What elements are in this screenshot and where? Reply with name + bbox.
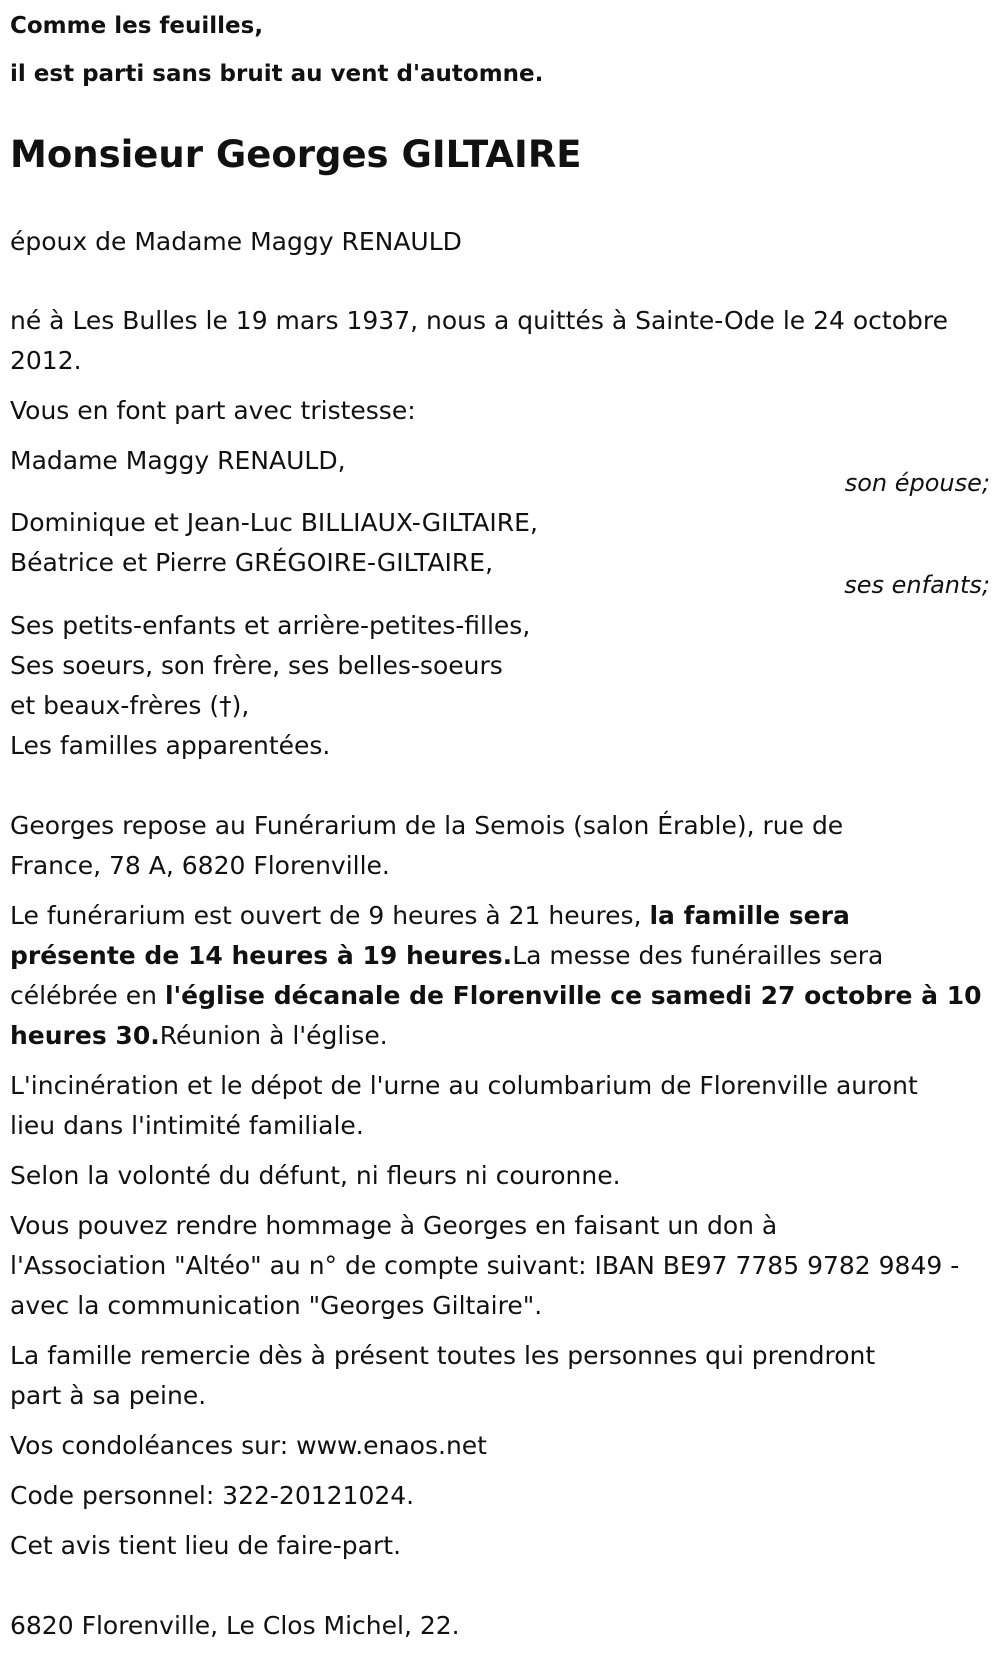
flowers-line: Selon la volonté du défunt, ni fleurs ni couronne. — [10, 1161, 621, 1190]
epigraph-line-2: il est parti sans bruit au vent d'automne. — [10, 61, 544, 87]
hours-text-f: l'église décanale de Florenville ce samedi 27 octobre à 10 — [164, 981, 982, 1010]
family-line-2: Ses soeurs, son frère, ses belles-soeurs — [10, 651, 503, 680]
donation-line-2: l'Association "Altéo" au n° de compte suivant: IBAN BE97 7785 9782 9849 - — [10, 1251, 960, 1280]
hours-text-h: Réunion à l'église. — [159, 1021, 388, 1050]
thanks-line-2: part à sa peine. — [10, 1381, 207, 1410]
hours-text-a: Le funérarium est ouvert de 9 heures à 21 heures, — [10, 901, 650, 930]
condolences-line: Vos condoléances sur: www.enaos.net — [10, 1431, 487, 1460]
birth-death-line-1: né à Les Bulles le 19 mars 1937, nous a quittés à Sainte-Ode le 24 octobre — [10, 306, 949, 335]
hours-text-g: heures 30. — [10, 1021, 160, 1050]
hours-line-2 — [10, 936, 990, 976]
personal-code-line: Code personnel: 322-20121024. — [10, 1481, 415, 1510]
epigraph-line-1: Comme les feuilles, — [10, 13, 264, 39]
deceased-name: Monsieur Georges GILTAIRE — [10, 133, 582, 176]
announcer-spouse: Madame Maggy RENAULD, — [10, 446, 346, 475]
spouse-line: époux de Madame Maggy RENAULD — [10, 227, 462, 256]
notice-line: Cet avis tient lieu de faire-part. — [10, 1531, 402, 1560]
family-line-1: Ses petits-enfants et arrière-petites-filles, — [10, 611, 531, 640]
cremation-line-2: lieu dans l'intimité familiale. — [10, 1111, 364, 1140]
cremation-line-1: L'incinération et le dépot de l'urne au columbarium de Florenville auront — [10, 1071, 918, 1100]
hours-text-c: présente de 14 heures à 19 heures. — [10, 941, 513, 970]
announcers-intro: Vous en font part avec tristesse: — [10, 396, 416, 425]
hours-text-b: la famille sera — [649, 901, 850, 930]
thanks-line-1: La famille remercie dès à présent toutes les personnes qui prendront — [10, 1341, 876, 1370]
family-line-4: Les familles apparentées. — [10, 731, 331, 760]
address-line: 6820 Florenville, Le Clos Michel, 22. — [10, 1611, 460, 1640]
spouse-label: son épouse; — [844, 469, 990, 497]
hours-text-d: La messe des funérailles sera — [512, 941, 884, 970]
children-label: ses enfants; — [844, 571, 990, 599]
birth-death-line-2: 2012. — [10, 346, 82, 375]
repose-line-2: France, 78 A, 6820 Florenville. — [10, 851, 390, 880]
hours-text-e: célébrée en — [10, 981, 165, 1010]
hours-line-3 — [10, 976, 990, 1016]
hours-line-1 — [10, 896, 990, 936]
repose-line-1: Georges repose au Funérarium de la Semois (salon Érable), rue de — [10, 811, 844, 840]
announcer-child-2: Béatrice et Pierre GRÉGOIRE-GILTAIRE, — [10, 548, 494, 577]
donation-line-3: avec la communication "Georges Giltaire". — [10, 1291, 543, 1320]
hours-line-4 — [10, 1016, 990, 1056]
donation-line-1: Vous pouvez rendre hommage à Georges en faisant un don à — [10, 1211, 778, 1240]
family-line-3: et beaux-frères (†), — [10, 691, 250, 720]
announcer-child-1: Dominique et Jean-Luc BILLIAUX-GILTAIRE, — [10, 508, 538, 537]
